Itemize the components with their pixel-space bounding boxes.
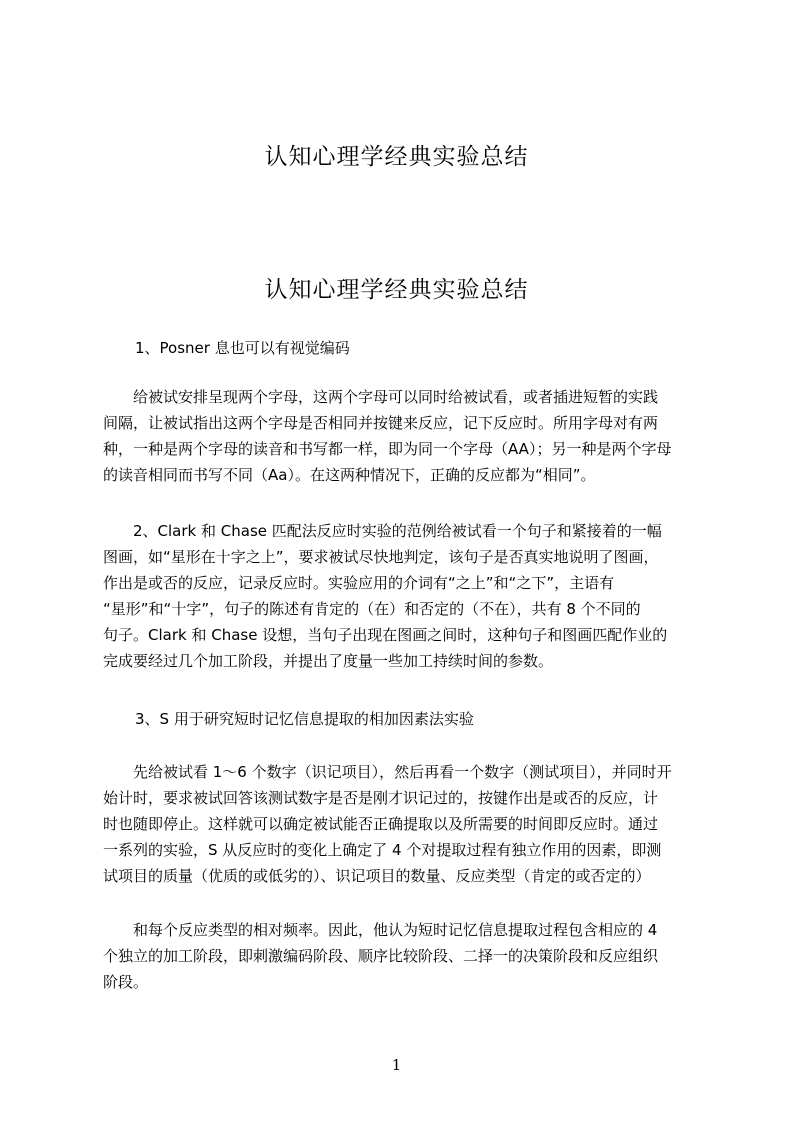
section-heading-1: 1、Posner 息也可以有视觉编码: [135, 339, 350, 357]
section-heading-3: 3、S 用于研究短时记忆信息提取的相加因素法实验: [135, 710, 474, 728]
paragraph-sternberg: [103, 759, 699, 889]
text-line: 时也随即停止。这样就可以确定被试能否正确提取以及所需要的时间即反应时。通过: [103, 815, 659, 833]
text-line: 始计时，要求被试回答该测试数字是否是刚才识记过的，按键作出是或否的反应，计: [103, 789, 659, 807]
text-line: 个独立的加工阶段，即刺激编码阶段、顺序比较阶段、二择一的决策阶段和反应组织: [103, 947, 659, 965]
text-line: 图画，如“星形在十字之上”，要求被试尽快地判定，该句子是否真实地说明了图画，: [103, 548, 659, 566]
text-line: 试项目的质量（优质的或低劣的）、识记项目的数量、反应类型（肯定的或否定的）: [103, 867, 651, 885]
text-line: 种，一种是两个字母的读音和书写都一样，即为同一个字母（AA）；另一种是两个字母: [103, 440, 672, 458]
text-line: 和每个反应类型的相对频率。因此，他认为短时记忆信息提取过程包含相应的 4: [103, 921, 658, 939]
paragraph-posner: [103, 384, 699, 488]
page-number: 1: [391, 1056, 402, 1074]
text-line: 句子。Clark 和 Chase 设想，当句子出现在图画之间时，这种句子和图画匹配作业的: [103, 626, 668, 644]
text-line: “星形”和“十字”，句子的陈述有肯定的（在）和否定的（不在），共有 8 个不同的: [103, 600, 641, 618]
text-line: 一系列的实验，S 从反应时的变化上确定了 4 个对提取过程有独立作用的因素，即测: [103, 841, 662, 859]
text-line: 作出是或否的反应，记录反应时。实验应用的介词有“之上”和“之下”，主语有: [103, 574, 615, 592]
text-line: 2、Clark 和 Chase 匹配法反应时实验的范例给被试看一个句子和紧接着的一幅: [103, 522, 662, 540]
paragraph-clark-chase: [103, 518, 699, 674]
text-line: 完成要经过几个加工阶段，并提出了度量一些加工持续时间的参数。: [103, 652, 554, 670]
text-line: 的读音相同而书写不同（Aa）。在这两种情况下，正确的反应都为“相同”。: [103, 466, 596, 484]
text-line: 给被试安排呈现两个字母，这两个字母可以同时给被试看，或者插进短暂的实践: [103, 388, 659, 406]
page-title: 认知心理学经典实验总结: [264, 144, 529, 170]
text-line: 阶段。: [103, 973, 149, 991]
text-line: 间隔，让被试指出这两个字母是否相同并按键来反应，记下反应时。所用字母对有两: [103, 414, 659, 432]
paragraph-conclusion: [103, 917, 699, 995]
text-line: 先给被试看 1～6 个数字（识记项目），然后再看一个数字（测试项目），并同时开: [103, 763, 672, 781]
document-title: 认知心理学经典实验总结: [264, 277, 529, 303]
